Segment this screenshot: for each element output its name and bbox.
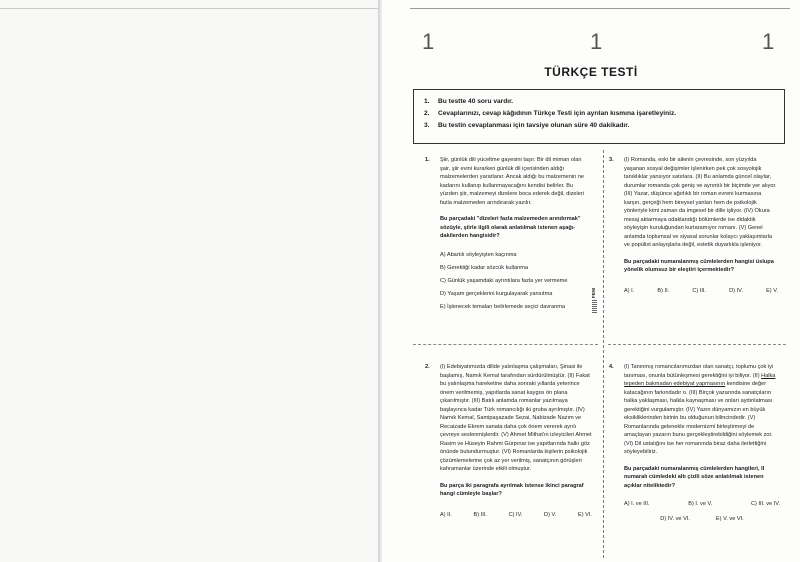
- answer-option-a[interactable]: A) I.: [624, 287, 635, 294]
- section-divider-left: [413, 344, 598, 345]
- underlined-phrase: Halka tepeden bakmadan edebiyat yapmasının: [624, 372, 776, 387]
- answer-option-b[interactable]: B) I. ve V.: [688, 501, 713, 507]
- publisher-logo-text: FEM: [592, 288, 597, 299]
- question-text: (I) Tanınmış romancılarımızdan olan sanatçı, toplumu çok iyi tanıması, onunla bütünleşmesi gerektiğini iyi biliyor. (II) Halka tepeden bakmadan edebiyat yapmasının kendisine değer katacağının farkındadır o. (III) Birçok yazarında sanatçıların halka yaklaşması, halkla kaynaşması ve onları aydınlatması gerektiğini vurgulamıştır. (IV) Yazın dünyamızın en büyük eksikliklerinden birinin bu olduğunun bilincindedir. (V) Romanlarında gelenekle modernizmi birleştirmeyi de amaçlayan yazarın bunu gerçekleştirebildiğini söylemek zor. (VI) Dil ustalığını ise her romanında biraz daha ilerlettiğini söyleyebiliriz.: [624, 364, 776, 455]
- answer-option-e[interactable]: E) VI.: [577, 511, 592, 518]
- question-1: [425, 156, 590, 315]
- page-number-center: 1: [590, 29, 603, 54]
- column-divider: [603, 150, 604, 558]
- question-text: (I) Romanda, eski bir ailenin çevresinde, son yüzyılda yaşanan sosyal değişimler işlenirken pek çok sosyolojik tanıklıklar yansıyor satırlara. (II) Bu anlamda güncel olaylar, durumlar romanda çok geniş ve ayrıntılı bir biçimde yer alıyor. (III) Yazar, düşünce ağırlıklı bir roman evreni kurmasına karşın, gerçeği hem bireysel yanları hem de psikolojik yönleriyle kimi zaman da imgesel bir dille işliyor. (IV) Okura mesaj aktarmaya odaklandığı bölümlerde ise didaktik söyleyişin kuruluğundan kurtaramıyor romanı. (V) Genel anlamda toplumsal ve siyasal sorunlar kolaycı yaklaşımlarla ve popülist anlayışlarla değil, estetik duyarlıkla işleniyor.: [624, 157, 777, 248]
- answer-option-d[interactable]: D) IV.: [729, 287, 743, 294]
- answer-option-d[interactable]: D) V.: [544, 511, 557, 518]
- question-stem: Bu parça iki paragrafa ayrılmak istense ikinci paragraf hangi cümleyle başlar?: [440, 482, 584, 497]
- question-number: 4.: [609, 364, 614, 370]
- answer-option-d[interactable]: D) IV. ve VI.: [660, 515, 690, 522]
- answer-options-row-1: [624, 500, 780, 509]
- question-2: [425, 363, 592, 519]
- instruction-item: 1. Bu testte 40 soru vardır.: [424, 98, 514, 105]
- answer-option-e[interactable]: E) V.: [766, 287, 778, 294]
- instruction-item: 2. Cevaplarınızı, cevap kâğıdının Türkçe Testi için ayrılan kısmına işaretleyiniz.: [424, 110, 677, 117]
- publisher-logo: [592, 288, 602, 328]
- answer-options: [624, 287, 778, 296]
- question-number: 2.: [425, 364, 430, 370]
- answer-option-e[interactable]: E) İşlenecek temaları belirlemede seçici davranma: [440, 304, 565, 311]
- answer-option-c[interactable]: C) IV.: [508, 511, 523, 518]
- answer-option-c[interactable]: C) Günlük yaşamdaki ayrıntılara fazla yer vermeme: [440, 277, 568, 284]
- question-number: 1.: [425, 157, 430, 163]
- answer-option-c[interactable]: C) III. ve IV.: [750, 501, 780, 507]
- answer-option-c[interactable]: C) III.: [692, 287, 707, 294]
- answer-option-b[interactable]: B) Gerektiği kadar sözcük kullanma: [440, 264, 528, 271]
- question-4: [609, 363, 780, 523]
- page-number-left: 1: [422, 29, 435, 54]
- answer-options-row-2: [624, 515, 780, 524]
- question-text: (I) Edebiyatımızda dilide yalınlaşma çalışmaları, Şinasi ile başlamış, Namık Kemal tarafından sürdürülmüştür. (II) Fakat bu yalınlaşma hareketine daha sonraki yıllarda yeterince önem verilmemiş, yapıtlarda sanat kaygısı ön plana çıkarılmıştır. (III) Batılı anlamda romanlar yazılmaya başlayınca kadar Türk romancılığı iki gruba ayrılmıştır. (IV) Namık Kemal, Samipaşazade Sezai, Nabizade Nazım ve Recaizade Ekrem sanata daha çok önem vererek ayrılı çevreye seslenmişlerdir. (V) Ahmet Mithat'ın izleyicileri Ahmet Rasim ve Hüseyin Rahmi Gürpınar ise yapıtlarında halkı göz önünde bulundurmuştur. (VI) Romanlarda kişilerin psikolojik çözümlemelerine çok az yer verilmiş, sanatçının görüşleri kahramanlar üzerinde etkili olmuştur.: [440, 364, 592, 472]
- instruction-item: 3. Bu testin cevaplanması için tavsiye olunan süre 40 dakikadır.: [424, 122, 630, 129]
- answer-option-b[interactable]: B) III.: [473, 511, 487, 518]
- question-number: 3.: [609, 157, 614, 163]
- top-rule: [410, 8, 790, 9]
- test-title: TÜRKÇE TESTİ: [544, 65, 638, 79]
- answer-options: [440, 511, 592, 520]
- question-stem: Bu parçadaki numaralanmış cümlelerden hangileri, II numaralı cümledeki altı çizili söze anlatılmak istenen açıklar niteliktedir?: [624, 465, 765, 489]
- answer-option-b[interactable]: B) II.: [657, 287, 670, 294]
- question-stem: Bu parçadaki numaralanmış cümlelerden hangisi üslupa yönelik olumsuz bir eleştiri içermektedir?: [624, 258, 774, 273]
- publisher-logo-barcode: [592, 300, 597, 314]
- answer-option-d[interactable]: D) Yaşam gerçeklerini kurgulayarak yansıtma: [440, 291, 553, 298]
- page-number-right: 1: [762, 29, 775, 54]
- left-page-top-rule: [0, 8, 378, 9]
- answer-option-a[interactable]: A) Abartılı söyleyişten kaçınma: [440, 251, 517, 258]
- question-stem: Bu parçadaki "dizeleri fazla malzemeden arındırmak" sözüyle, şiirle ilgili olarak anlatılmak istenen aşağıdakilerden hangisidir?: [440, 216, 581, 239]
- answer-options: [440, 249, 590, 315]
- section-divider-right: [608, 344, 786, 345]
- left-page: [0, 0, 378, 562]
- question-3: [609, 156, 778, 295]
- answer-option-a[interactable]: A) II.: [440, 511, 452, 518]
- answer-option-a[interactable]: A) I. ve III.: [624, 501, 650, 507]
- answer-option-e[interactable]: E) V. ve VI.: [715, 515, 744, 522]
- question-text: Şiir, günlük dili yüceltme gayesini taşır. Bir dil miman olan şair, şiir evini kurarken günlük dil içerisinden aldığı malzemelerden yararlanır. Ancak aldığı bu malzemenin ne kadarını kullanıp kullanmayacağını kendisi belirler. Bu yüzden şiir, malzemeyi dizelere boca ederek değil, dizeleri fazla malzemeden arındırarak yazılır.: [440, 157, 584, 206]
- instructions-box: [413, 89, 785, 144]
